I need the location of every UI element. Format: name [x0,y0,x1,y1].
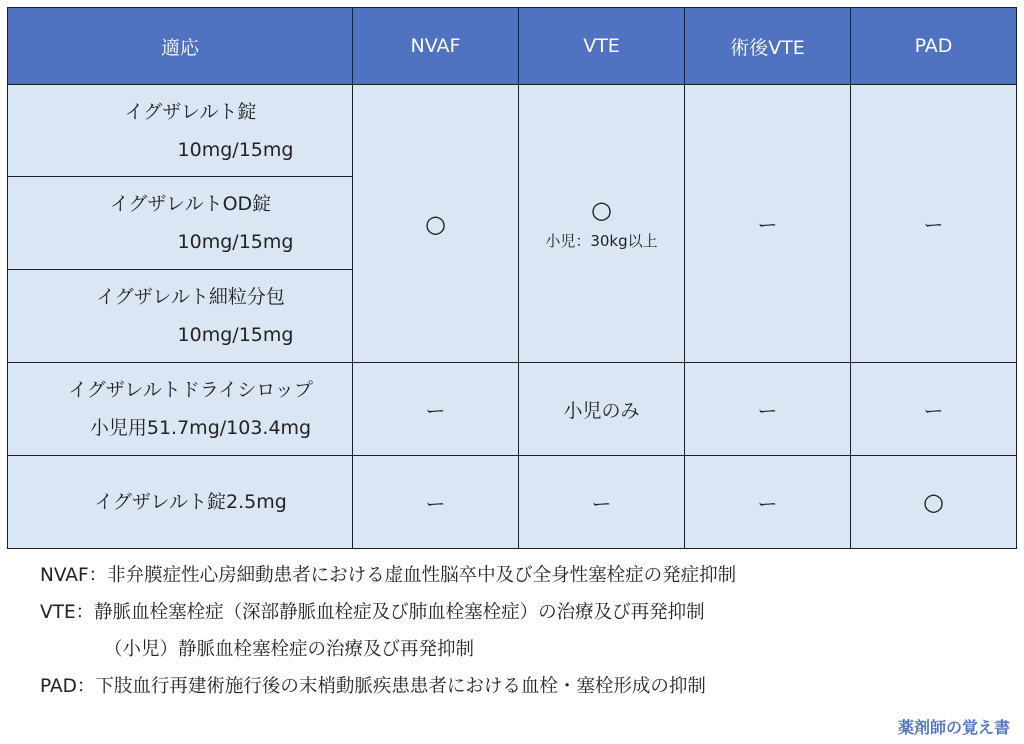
footnotes [40,557,736,705]
dry-post-vte-cell [685,363,851,456]
header-row [8,8,1017,85]
footnote-nvaf: NVAF：非弁膜症性心房細動患者における虚血性脳卒中及び全身性塞栓症の発症抑制 [40,565,737,586]
dry-nvaf-cell [353,363,519,456]
dry-vte-cell [519,363,685,456]
product-name: イグザレルトOD錠 [109,193,272,215]
product-strength: 小児用51.7mg/103.4mg [89,417,312,439]
product-strength: 10mg/15mg [177,231,294,253]
not-applicable-mark: ー [923,398,944,423]
indication-table [7,7,1017,549]
pediatric-note: 小児：30kg以上 [545,232,658,250]
footnote-pad: PAD：下肢血行再建術施行後の末梢動脈疾患患者における血栓・塞栓形成の抑制 [40,676,706,697]
product-name-cell [8,363,353,456]
product-strength: 10mg/15mg [177,138,294,161]
not-applicable-mark: ー [923,213,944,237]
header-pad: PAD [851,8,1017,85]
product-name-cell [8,85,353,177]
table-row [8,85,1017,177]
applicable-mark: ○ [591,196,612,224]
header-post-vte: 術後VTE [685,8,851,85]
not-applicable-mark: ー [425,398,446,423]
t25-vte-cell [519,456,685,549]
product-name: イグザレルト錠2.5mg [94,491,287,513]
not-applicable-mark: ー [425,491,446,516]
pediatric-only-text: 小児のみ [563,399,640,422]
group-nvaf-cell [353,85,519,363]
product-name-cell [8,456,353,549]
product-name: イグザレルトドライシロップ [68,379,313,401]
header-indication: 適応 [8,8,353,85]
not-applicable-mark: ー [757,398,778,423]
footnote-vte-pediatric: （小児）静脈血栓塞栓症の治療及び再発抑制 [104,639,475,660]
applicable-mark: ○ [923,488,944,516]
applicable-mark: ○ [425,209,446,238]
product-name-cell [8,270,353,363]
group-post-vte-cell [685,85,851,363]
group-pad-cell [851,85,1017,363]
header-nvaf: NVAF [353,8,519,85]
footnote-vte: VTE：静脈血栓塞栓症（深部静脈血栓症及び肺血栓塞栓症）の治療及び再発抑制 [40,602,705,623]
product-name: イグザレルト細粒分包 [96,286,285,308]
not-applicable-mark: ー [591,491,612,516]
brand-watermark: 薬剤師の覚え書 [897,718,1010,737]
t25-post-vte-cell [685,456,851,549]
table-row [8,363,1017,456]
table-row [8,456,1017,549]
dry-pad-cell [851,363,1017,456]
product-name: イグザレルト錠 [124,100,257,123]
t25-pad-cell [851,456,1017,549]
t25-nvaf-cell [353,456,519,549]
header-vte: VTE [519,8,685,85]
product-name-cell [8,177,353,270]
group-vte-cell [519,85,685,363]
product-strength: 10mg/15mg [177,324,294,346]
not-applicable-mark: ー [757,213,778,237]
not-applicable-mark: ー [757,491,778,516]
